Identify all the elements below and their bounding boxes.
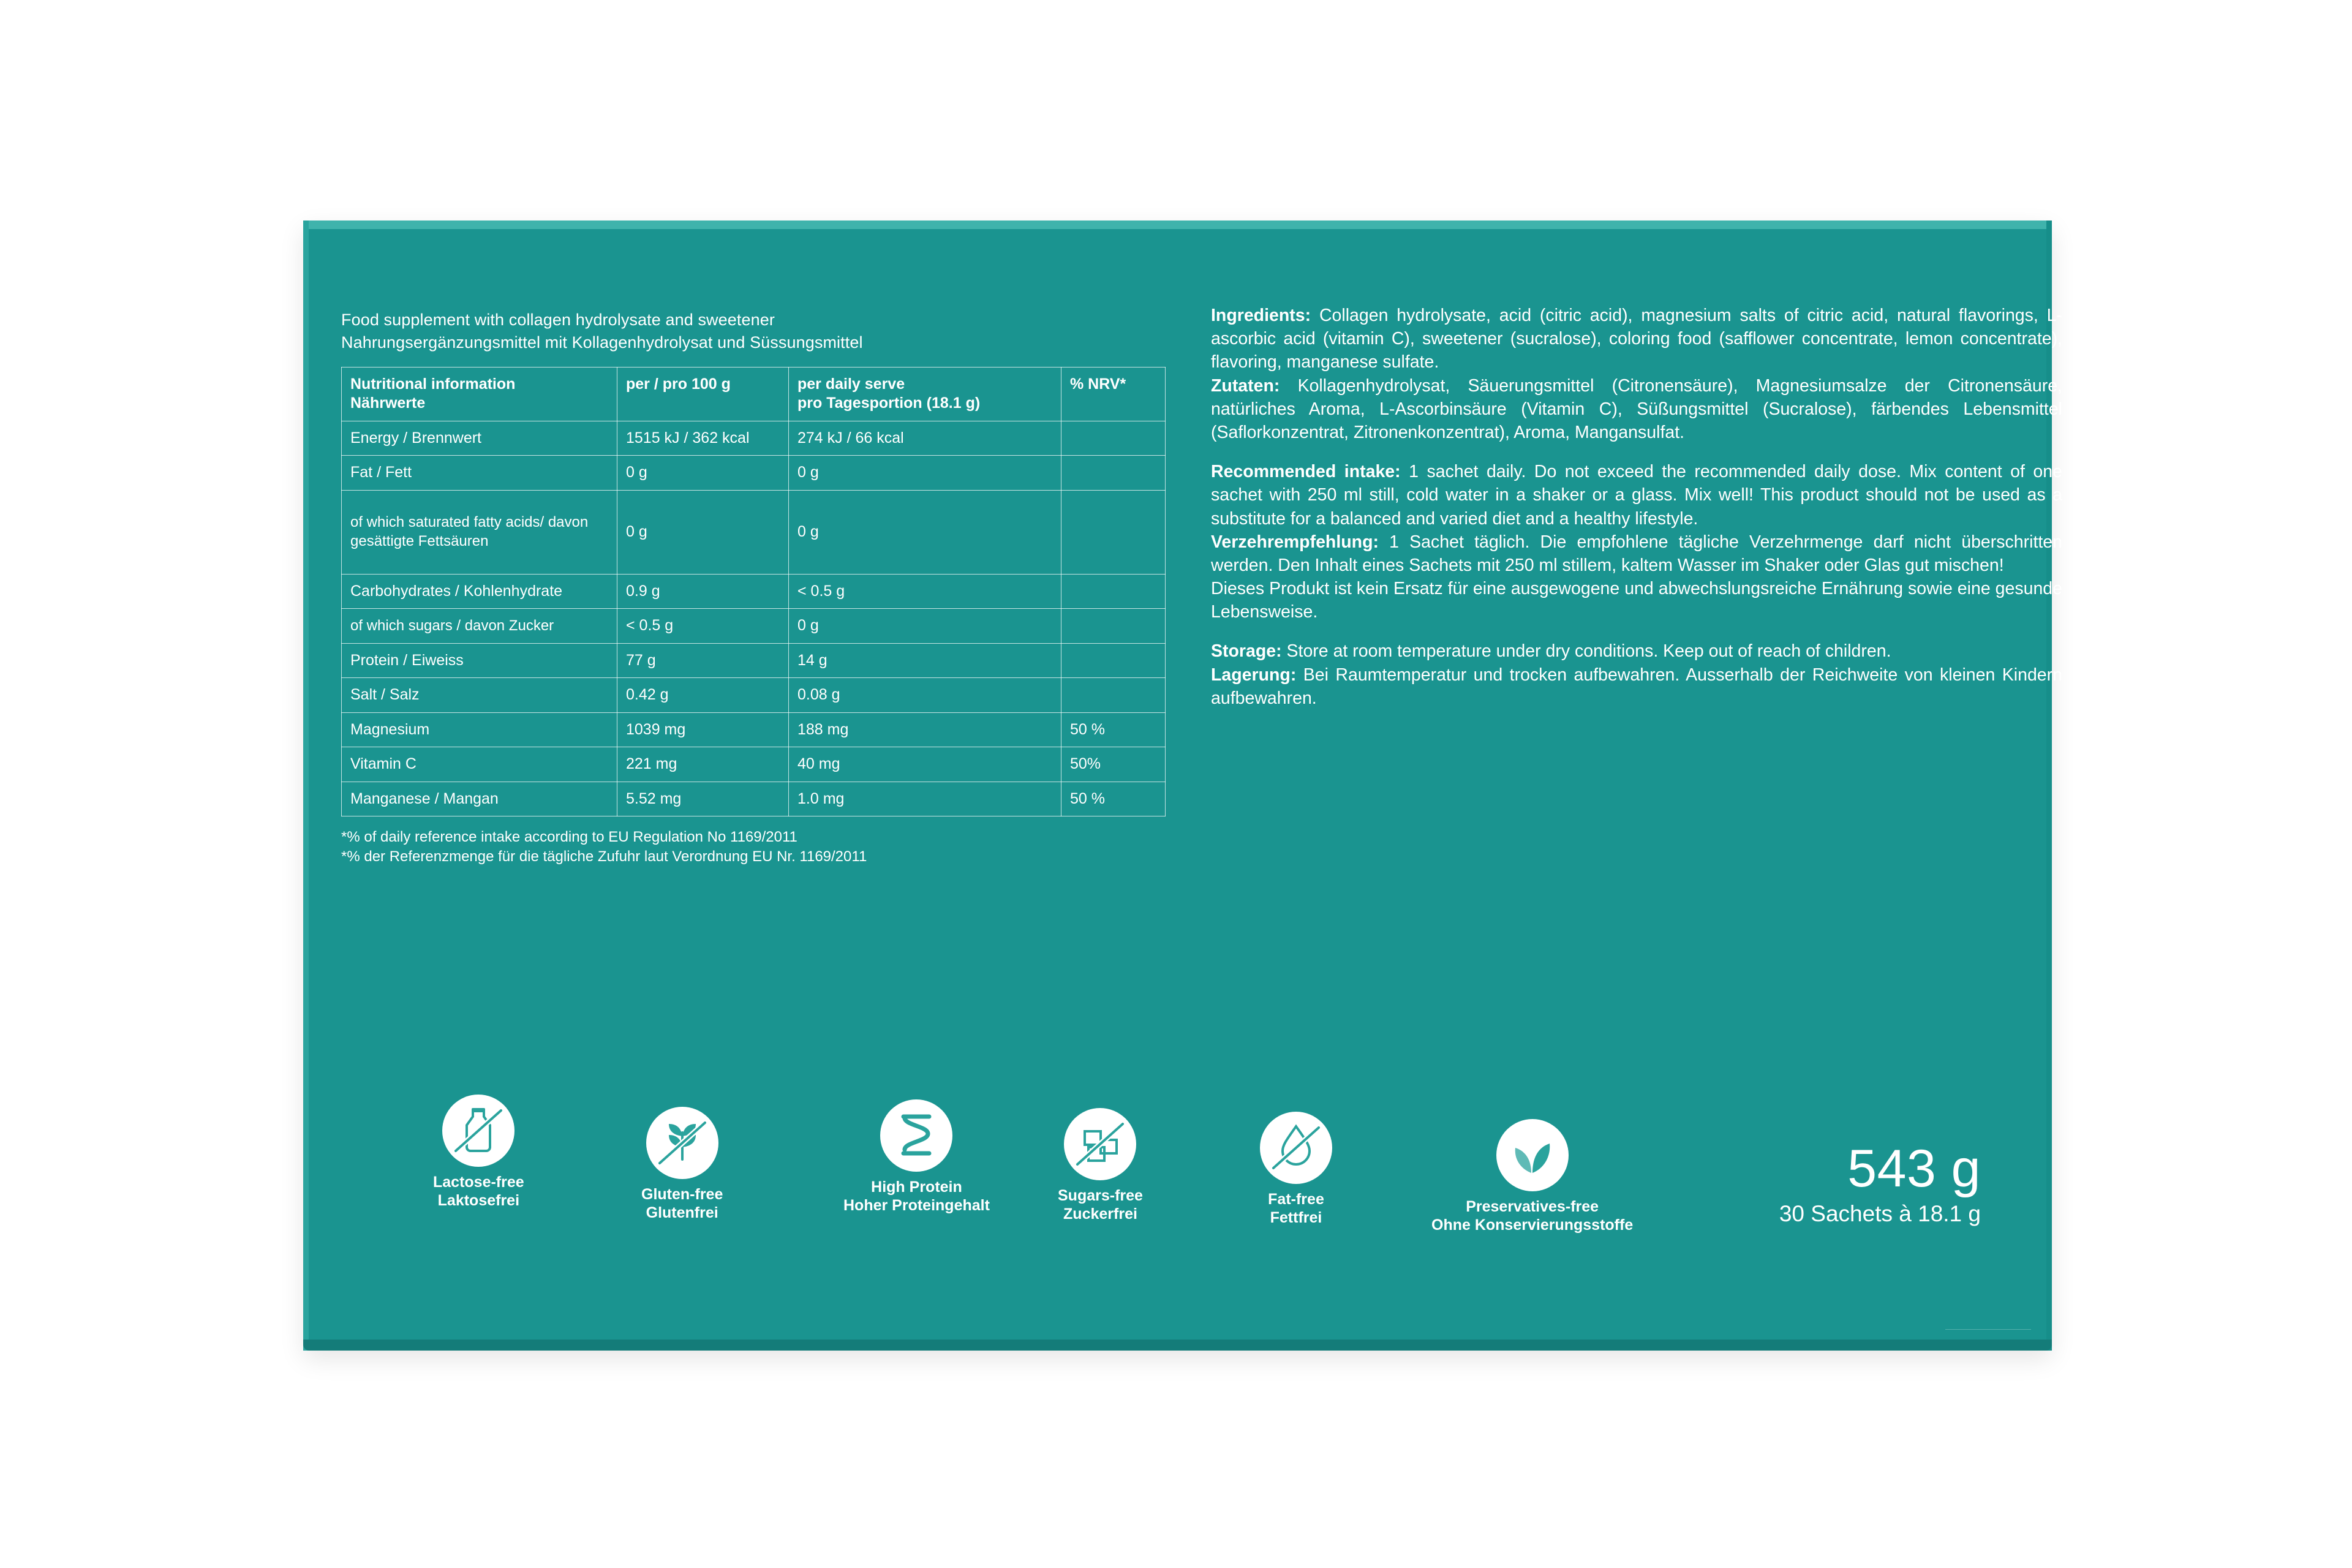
cell-per-100g: 1515 kJ / 362 kcal [617,421,789,456]
cell-nutrient-name: Salt / Salz [342,678,617,713]
cell-nutrient-name: of which sugars / davon Zucker [342,609,617,644]
cell-nutrient-name: Carbohydrates / Kohlenhydrate [342,574,617,609]
high-protein-icon [880,1099,952,1172]
claims-icon-row [378,1095,1879,1235]
intake-text-de: 1 Sachet täglich. Die empfohlene tägliche Verzehrmenge darf nicht überschritten werden. Den Inhalt eines Sachets mit 250 ml stillem, kaltem Wasser im Shaker oder Glas gut mischen! [1211,532,2062,575]
package-content [341,282,2062,1326]
package-flap-line [1945,1329,2031,1330]
intro-text-en: Food supplement with collagen hydrolysate and sweetener [341,311,775,329]
claim-label-en: Sugars-free [1058,1187,1143,1204]
cell-nutrient-name: Manganese / Mangan [342,782,617,816]
cell-nrv [1061,574,1166,609]
cell-per-daily-serve: 1.0 mg [789,782,1061,816]
claim-label-en: Fat-free [1268,1191,1324,1208]
cell-per-100g: < 0.5 g [617,609,789,644]
intake-text-en: 1 sachet daily. Do not exceed the recommended daily dose. Mix content of one sachet with 250 ml still, cold water in a shaker or a glass. Mix well! This product should not be used as a substitute for a balanced and varied diet and a healthy lifestyle. [1211,462,2062,529]
claim-label-en: Lactose-free [433,1174,524,1191]
table-row [342,747,1166,782]
cell-per-daily-serve: 0 g [789,609,1061,644]
claim-fat-free [1260,1112,1332,1227]
claim-high-protein [843,1099,990,1215]
cell-nrv [1061,421,1166,456]
sugars-free-icon [1064,1108,1136,1180]
claim-label-de: Fettfrei [1270,1209,1322,1226]
sachets-count: 30 Sachets à 18.1 g [1779,1200,1981,1226]
cell-nrv: 50% [1061,747,1166,782]
claim-preservatives-free [1431,1119,1633,1234]
table-row [342,421,1166,456]
ingredients-text-de: Kollagenhydrolysat, Säuerungsmittel (Citronensäure), Magnesiumsalze der Citronensäure, natürliches Aroma, L-Ascorbinsäure (Vitamin C), Süßungsmittel (Sucralose), färbendes Lebensmittel (Saflorkonzentrat, Zitronenkonzentrat), Aroma, Mangansulfat. [1211,375,2062,442]
claim-sugars-free [1058,1108,1143,1223]
cell-per-daily-serve: 14 g [789,643,1061,678]
cell-nutrient-name: of which saturated fatty acids/ davon gesättigte Fettsäuren [342,490,617,574]
table-row [342,609,1166,644]
intake-text-de2: Dieses Produkt ist kein Ersatz für eine ausgewogene und abwechslungsreiche Ernährung sowie eine gesunde Lebensweise. [1211,579,2062,622]
intro-text [341,309,1171,355]
header-nutritional-information: Nutritional information Nährwerte [342,367,617,421]
nutrition-column [341,309,1171,867]
lactose-free-icon [442,1095,514,1167]
table-row [342,456,1166,491]
claim-gluten-free [641,1107,723,1222]
footnote-de: *% der Referenzmenge für die tägliche Zufuhr laut Verordnung EU Nr. 1169/2011 [341,848,867,865]
footnote-en: *% of daily reference intake according to EU Regulation No 1169/2011 [341,829,797,845]
cell-per-100g: 0 g [617,490,789,574]
claim-label-de: Glutenfrei [646,1204,718,1221]
cell-per-daily-serve: 0 g [789,456,1061,491]
cell-per-100g: 5.52 mg [617,782,789,816]
cell-nutrient-name: Protein / Eiweiss [342,643,617,678]
nutrition-table-body [342,421,1166,816]
claim-label-en: High Protein [871,1178,962,1196]
cell-per-daily-serve: < 0.5 g [789,574,1061,609]
table-header-row [342,367,1166,421]
gluten-free-icon [646,1107,718,1179]
table-row [342,678,1166,713]
claim-lactose-free [433,1095,524,1210]
nutrition-footnote [341,827,1076,867]
cell-nutrient-name: Magnesium [342,712,617,747]
information-column [1211,304,2062,710]
ingredients-text-en: Collagen hydrolysate, acid (citric acid), magnesium salts of citric acid, natural flavorings, L-ascorbic acid (vitamin C), sweetener (sucralose), coloring food (safflower concentrate, lemon concentrate), flavoring, manganese sulfate. [1211,306,2062,372]
intake-label-en: Recommended intake: [1211,462,1401,482]
claim-label-en: Gluten-free [641,1186,723,1203]
claim-label-de: Ohne Konservierungsstoffe [1431,1216,1634,1234]
net-weight-value: 543 g [1847,1139,1981,1198]
intro-text-de: Nahrungsergänzungsmittel mit Kollagenhydrolysat und Süssungsmittel [341,333,863,352]
claim-label-en: Preservatives-free [1466,1198,1599,1215]
storage-text-de: Bei Raumtemperatur und trocken aufbewahren. Ausserhalb der Reichweite von kleinen Kindern aufbewahren. [1211,665,2062,708]
package-left-edge [303,221,309,1351]
ingredients-block [1211,304,2062,444]
net-weight-block [1779,1139,1981,1228]
storage-block [1211,639,2062,710]
cell-nutrient-name: Vitamin C [342,747,617,782]
intake-label-de: Verzehrempfehlung: [1211,532,1379,552]
recommended-intake-block [1211,460,2062,624]
ingredients-label-en: Ingredients: [1211,306,1311,325]
ingredients-label-de: Zutaten: [1211,375,1280,396]
cell-per-daily-serve: 0 g [789,490,1061,574]
fat-free-icon [1260,1112,1332,1184]
table-row [342,712,1166,747]
claim-label-de: Laktosefrei [437,1192,520,1209]
claim-label-de: Zuckerfrei [1063,1205,1137,1223]
table-row [342,643,1166,678]
storage-label-de: Lagerung: [1211,665,1297,685]
cell-per-daily-serve: 40 mg [789,747,1061,782]
cell-nrv: 50 % [1061,712,1166,747]
claim-label-de: Hoher Proteingehalt [843,1197,990,1214]
storage-label-en: Storage: [1211,641,1282,662]
product-package-back [303,221,2062,1351]
preservatives-free-icon [1496,1119,1569,1191]
cell-nrv [1061,456,1166,491]
cell-per-daily-serve: 0.08 g [789,678,1061,713]
cell-per-100g: 221 mg [617,747,789,782]
cell-nrv [1061,678,1166,713]
cell-nrv: 50 % [1061,782,1166,816]
cell-nrv [1061,609,1166,644]
cell-nrv [1061,643,1166,678]
nutrition-table [341,367,1166,817]
cell-per-100g: 0.42 g [617,678,789,713]
cell-per-100g: 77 g [617,643,789,678]
table-row [342,782,1166,816]
cell-per-daily-serve: 188 mg [789,712,1061,747]
header-per-100g: per / pro 100 g [617,367,789,421]
header-per-daily-serve: per daily serve pro Tagesportion (18.1 g) [789,367,1061,421]
cell-per-daily-serve: 274 kJ / 66 kcal [789,421,1061,456]
cell-per-100g: 0.9 g [617,574,789,609]
table-row [342,490,1166,574]
cell-per-100g: 0 g [617,456,789,491]
cell-nutrient-name: Fat / Fett [342,456,617,491]
table-row [342,574,1166,609]
cell-nrv [1061,490,1166,574]
cell-nutrient-name: Energy / Brennwert [342,421,617,456]
storage-text-en: Store at room temperature under dry conditions. Keep out of reach of children. [1281,641,1891,662]
header-nrv: % NRV* [1061,367,1166,421]
cell-per-100g: 1039 mg [617,712,789,747]
